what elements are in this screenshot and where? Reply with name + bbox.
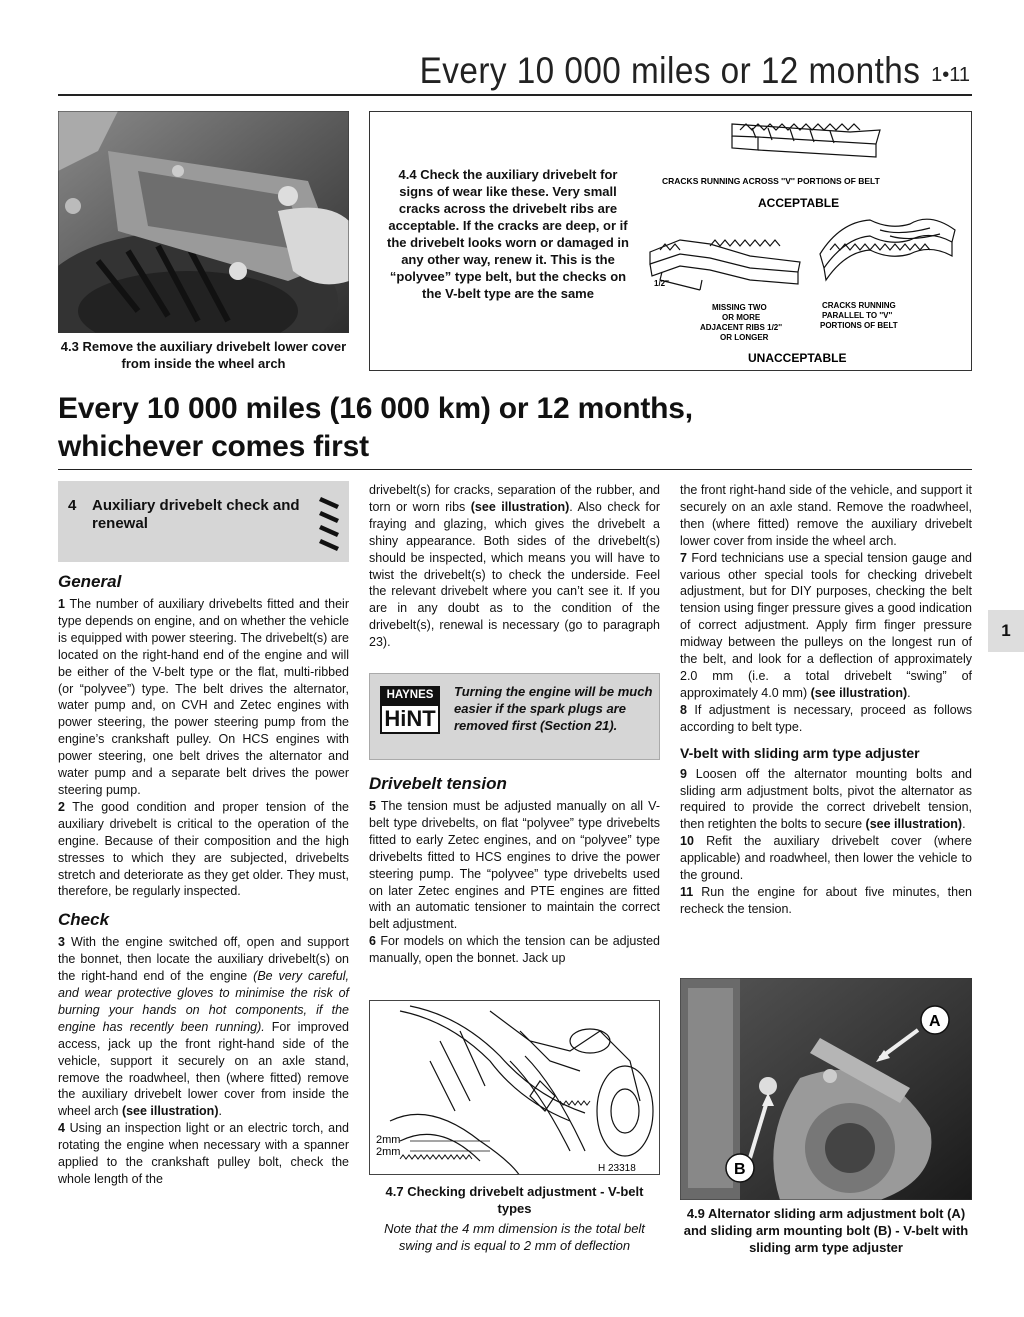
label-parallel-2: PARALLEL TO ''V'': [822, 311, 893, 320]
column-2: [369, 482, 660, 651]
haynes-hint-box: [369, 673, 660, 760]
figure-4-9-caption: 4.9 Alternator sliding arm adjustment bolt (A) and sliding arm mounting bolt (B) - V-belt with sliding arm type adjuster: [683, 1206, 969, 1255]
section-title: [58, 390, 972, 470]
heading-vbelt-sliding-arm: V-belt with sliding arm type adjuster: [680, 744, 920, 761]
heading-check: Check: [58, 910, 110, 930]
paragraph-10: 10 Refit the auxiliary drivebelt cover (where applicable) and roadwheel, then lower the vehicle to the ground.: [680, 834, 972, 883]
parallel-cracks-belt-drawing: [820, 219, 955, 280]
label-missing-4: OR LONGER: [720, 333, 769, 342]
figure-4-3-photo: [58, 111, 349, 333]
paragraph-9: 9 Loosen off the alternator mounting bolts and sliding arm adjustment bolts, pivot the alternator as required to provide the correct drivebelt tension, then retighten the bolts to secure (see illustration).: [680, 766, 972, 832]
difficulty-spanners-icon: [317, 493, 343, 553]
belt-deflection-drawing: [370, 1001, 660, 1175]
section-number: 4: [68, 497, 77, 514]
label-cracks-across: CRACKS RUNNING ACROSS ''V'' PORTIONS OF BELT: [662, 176, 880, 186]
wheel-arch-photo: [58, 111, 349, 333]
figure-4-7-note: Note that the 4 mm dimension is the total belt swing and is equal to 2 mm of deflection: [384, 1221, 645, 1253]
section-heading-box: [58, 481, 349, 562]
figure-4-7-caption: 4.7 Checking drivebelt adjustment - V-belt types: [385, 1184, 644, 1216]
figure-4-9-photo: [680, 978, 972, 1200]
figure-4-7-drawing: [369, 1000, 660, 1175]
column-2-lower: [369, 770, 660, 967]
acceptable-belt-drawing: [732, 124, 880, 157]
section-title-line-1: Every 10 000 miles (16 000 km) or 12 months,: [58, 392, 693, 425]
heading-general: General: [58, 572, 122, 591]
paragraph-7: 7 Ford technicians use a special tension gauge and various other special tools for checking drivebelt adjustment, but for DIY purposes, checking the belt tension using finger pressure gives a good indication of correct adjustment. Apply firm finger pressure midway between the pulleys on the longest run of the belt, and look for a deflection of approximately 2.0 mm (i.e. a total drivebelt “swing” of approximately 4.0 mm) (see illustration).: [680, 550, 972, 700]
hint-badge-bottom: HiNT: [380, 704, 440, 734]
figure-4-4-caption: 4.4 Check the auxiliary drivebelt for signs of wear like these. Very small cracks across the drivebelt ribs are acceptable. If the cracks are deep, or if the drivebelt looks worn or damaged in any other way, renew it. This is the “polyvee” type belt, but the checks on the V-belt type are the same: [387, 167, 629, 301]
page-title: Every 10 000 miles or 12 months: [419, 50, 920, 91]
page-header: [58, 44, 972, 96]
missing-ribs-belt-drawing: [650, 240, 800, 290]
label-parallel-1: CRACKS RUNNING: [822, 301, 896, 310]
label-acceptable: ACCEPTABLE: [758, 196, 840, 210]
column-1: [58, 572, 349, 1188]
paragraph-11: 11 Run the engine for about five minutes, then recheck the tension.: [680, 884, 972, 916]
label-missing-1: MISSING TWO: [712, 303, 767, 312]
page-number: 1•11: [931, 64, 970, 86]
callout-a: A: [929, 1013, 941, 1030]
label-half-inch: 1/2'': [654, 279, 669, 288]
hint-text: Turning the engine will be much easier if the spark plugs are removed first (Section 21).: [454, 684, 653, 733]
callout-b: B: [734, 1161, 746, 1178]
label-parallel-3: PORTIONS OF BELT: [820, 321, 898, 330]
hint-badge-top: HAYNES: [380, 686, 440, 704]
label-missing-3: ADJACENT RIBS 1/2'': [700, 323, 783, 332]
column-3: [680, 482, 972, 918]
figure-4-3-caption: 4.3 Remove the auxiliary drivebelt lower cover from inside the wheel arch: [60, 339, 347, 371]
paragraph-6: 6 For models on which the tension can be adjusted manually, open the bonnet. Jack up: [369, 934, 660, 966]
paragraph-4: 4 Using an inspection light or an electric torch, and rotating the engine when necessary with a spanner applied to the crankshaft pulley bolt, check the whole length of the: [58, 1121, 349, 1186]
alternator-photo: [680, 978, 972, 1200]
chapter-tab: 1: [988, 610, 1024, 652]
paragraph-6-continued: the front right-hand side of the vehicle, and support it securely on an axle stand. Remove the roadwheel, then (where fitted) remove the auxiliary drivebelt lower cover from inside the wheel arch.: [680, 483, 972, 548]
figure-ref-code: H 23318: [598, 1163, 636, 1174]
label-2mm-a: 2mm: [376, 1134, 401, 1146]
figure-4-7-caption-block: [369, 1183, 660, 1254]
section-heading: Auxiliary drivebelt check and renewal: [92, 497, 300, 532]
label-missing-2: OR MORE: [722, 313, 761, 322]
haynes-hint-badge: [380, 686, 440, 734]
heading-drivebelt-tension: Drivebelt tension: [369, 774, 507, 793]
paragraph-4-continued: drivebelt(s) for cracks, separation of the rubber, and torn or worn ribs (see illustration). Also check for fraying and glazing, which gives the drivebelt a shiny appearance. Both sides of the drivebelt(s) should be inspected, which means you will have to twist the drivebelt(s) to check the underside. Feel the relevant drivebelt where you can’t see it. If you are in any doubt as to the condition of the drivebelt(s), renewal is necessary (go to paragraph 23).: [369, 483, 661, 650]
paragraph-2: 2 The good condition and proper tension of the auxiliary drivebelt is critical to the operation of the engine. Because of their composition and the high stresses to which they are subjected, drivebelts stretch and deteriorate as they get older. They must, therefore, be regularly inspected.: [58, 799, 349, 899]
paragraph-3: 3 With the engine switched off, open and support the bonnet, then locate the auxiliary drivebelt(s) on the right-hand end of the engine (Be very careful, and wear protective gloves to minimise the risk of burning your hands on hot components, if the engine has recently been running). For improved access, jack up the front right-hand side of the vehicle, support it securely on an axle stand, remove the roadwheel, then (where fitted) remove the auxiliary drivebelt lower cover from inside the wheel arch (see illustration).: [58, 935, 349, 1119]
figure-4-4-box: [369, 111, 972, 371]
belt-wear-diagram: [640, 112, 972, 370]
section-title-line-2: whichever comes first: [58, 430, 369, 463]
label-unacceptable: UNACCEPTABLE: [748, 351, 847, 365]
paragraph-5: 5 The tension must be adjusted manually on all V-belt type drivebelts, on flat “polyvee” type drivebelts fitted to early Zetec engines, and on “polyvee” type drivebelts fitted to HCS engines to drive the power steering pump. The “polyvee” type drivebelts used on later Zetec engines and PTE engines are fitted with an automatic tensioner to maintain the correct belt adjustment.: [369, 799, 660, 932]
paragraph-8: 8 If adjustment is necessary, proceed as follows according to belt type.: [680, 702, 972, 734]
label-2mm-b: 2mm: [376, 1146, 401, 1158]
paragraph-1: 1 The number of auxiliary drivebelts fitted and their type depends on engine, and on whether the vehicle is equipped with power steering. The drivebelt(s) are located on the right-hand end of the engine and will be either of the V-belt type or the flat, multi-ribbed (or “polyvee”) type. The belt drives the alternator, water pump and, on CVH and Zetec engines with power steering, the power steering pump from the engine’s crankshaft pulley. On HCS engines with power steering, one belt drives the alternator and water pump and a separate belt drives the power steering pump.: [58, 597, 349, 797]
